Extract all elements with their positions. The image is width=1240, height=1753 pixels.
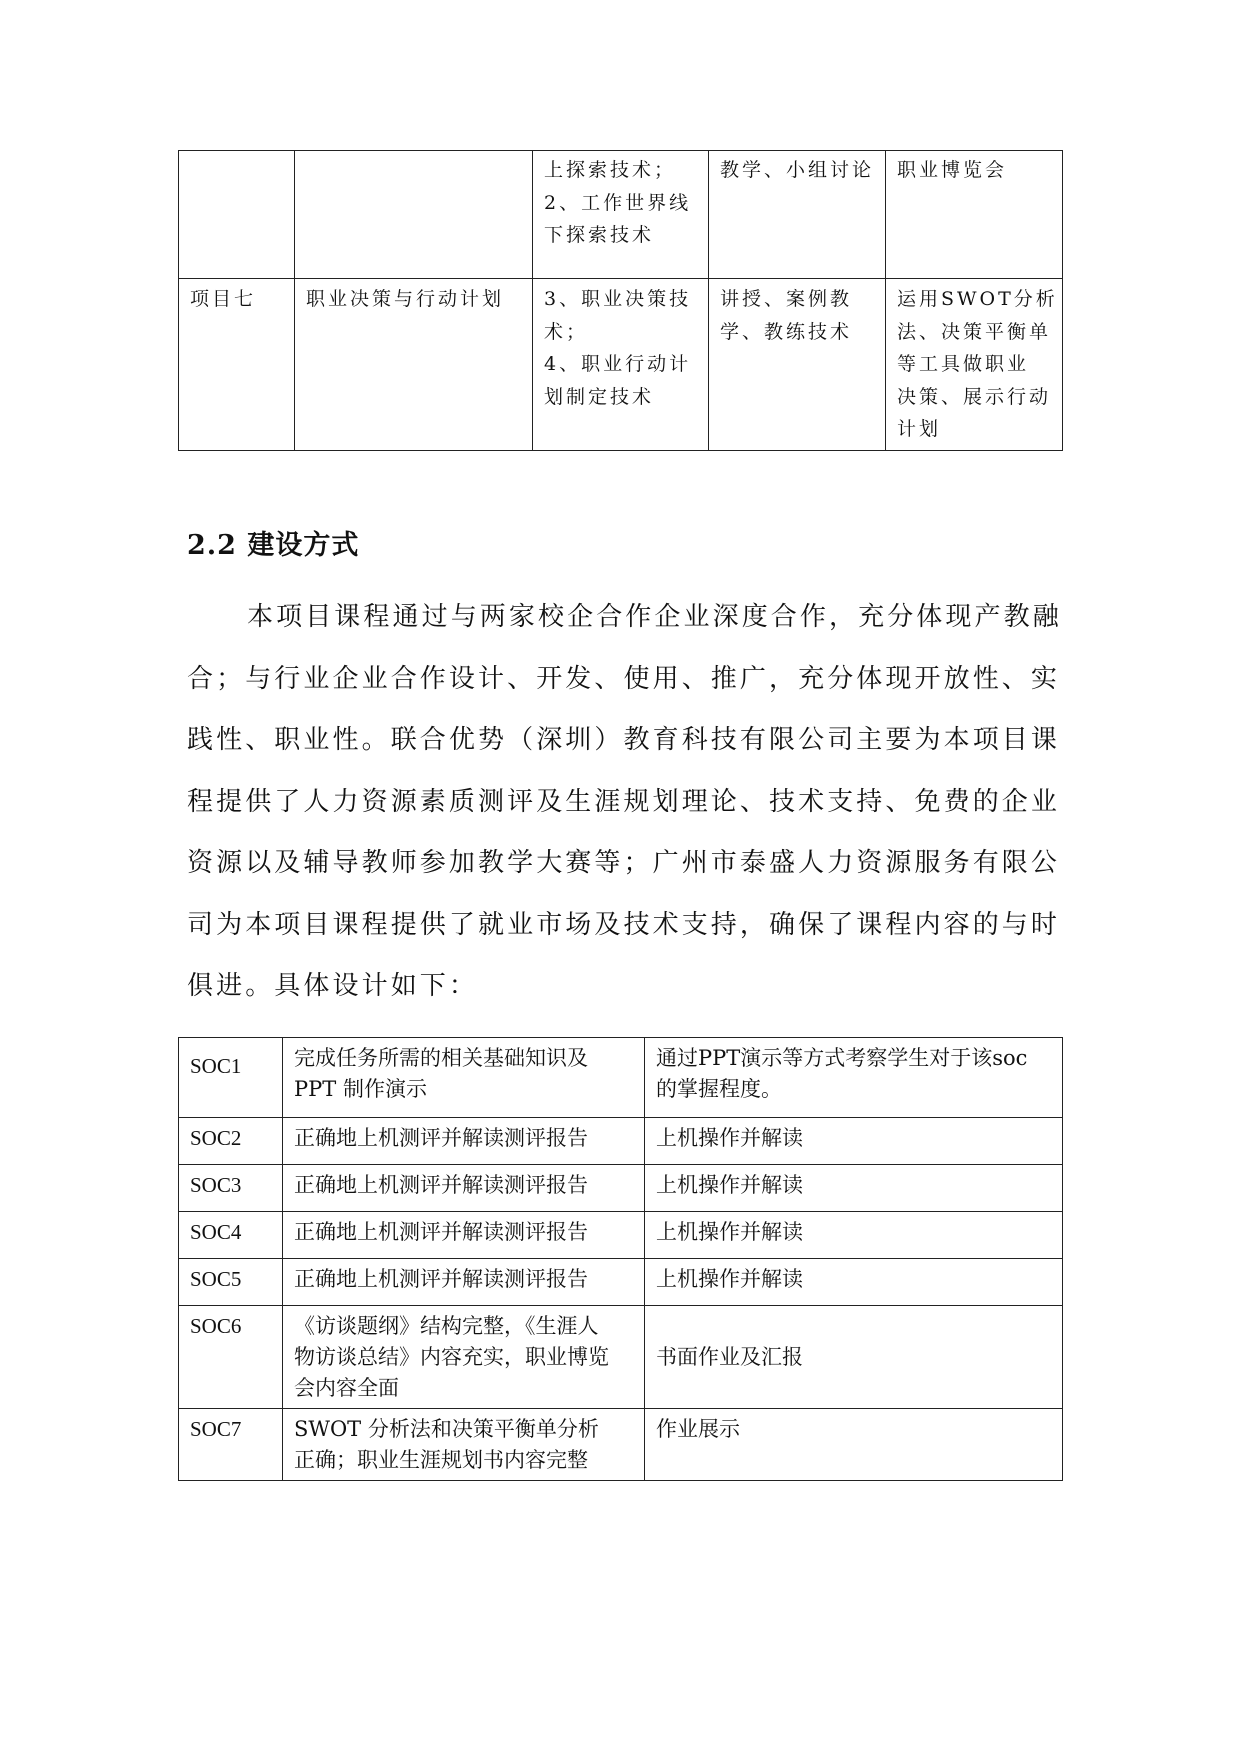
soc-code-cell: SOC5 bbox=[179, 1259, 283, 1306]
table-cell-project: 项目七 bbox=[179, 279, 295, 451]
soc-method-cell: 上机操作并解读 bbox=[645, 1165, 1063, 1212]
table-row bbox=[179, 151, 1063, 279]
soc-method-cell bbox=[645, 1038, 1063, 1118]
soc-method-cell: 上机操作并解读 bbox=[645, 1212, 1063, 1259]
table-cell-activity bbox=[886, 151, 1063, 279]
soc-content-cell: 正确地上机测评并解读测评报告 bbox=[283, 1165, 645, 1212]
course-project-table bbox=[178, 150, 1063, 451]
section-heading: 2.2 建设方式 bbox=[187, 530, 360, 561]
table-cell-activity bbox=[886, 279, 1063, 451]
cell-line: SWOT 分析法和决策平衡单分析 bbox=[294, 1417, 599, 1441]
cell-line: PPT 制作演示 bbox=[294, 1077, 427, 1101]
soc-method-cell: 上机操作并解读 bbox=[645, 1259, 1063, 1306]
cell-line: 学、教练技术 bbox=[720, 320, 853, 343]
table-row bbox=[179, 1212, 1063, 1259]
paragraph-line: 合；与行业企业合作设计、开发、使用、推广，充分体现开放性、实 bbox=[187, 663, 1061, 694]
cell-line: 4、职业行动计 bbox=[544, 353, 692, 375]
cell-line: 会内容全面 bbox=[294, 1376, 399, 1400]
table-row bbox=[179, 1165, 1063, 1212]
paragraph-line: 程提供了人力资源素质测评及生涯规划理论、技术支持、免费的企业 bbox=[187, 786, 1061, 817]
table-cell-name: 职业决策与行动计划 bbox=[295, 279, 533, 451]
cell-line: 上探索技术； bbox=[544, 159, 677, 181]
table-row bbox=[179, 1409, 1063, 1481]
soc-method-cell: 上机操作并解读 bbox=[645, 1118, 1063, 1165]
soc-method-cell: 作业展示 bbox=[645, 1409, 1063, 1481]
cell-line: 下探索技术 bbox=[544, 224, 655, 246]
table-cell-technique bbox=[533, 151, 709, 279]
soc-code-cell: SOC6 bbox=[179, 1306, 283, 1409]
soc-content-cell: 正确地上机测评并解读测评报告 bbox=[283, 1212, 645, 1259]
soc-content-cell bbox=[283, 1306, 645, 1409]
soc-content-cell: 正确地上机测评并解读测评报告 bbox=[283, 1259, 645, 1306]
cell-line: 职业博览会 bbox=[897, 159, 1008, 181]
soc-assessment-table bbox=[178, 1037, 1063, 1481]
paragraph-line: 资源以及辅导教师参加教学大赛等；广州市泰盛人力资源服务有限公 bbox=[187, 848, 1061, 878]
cell-line: 决策、展示行动 bbox=[897, 385, 1052, 408]
cell-line: 讲授、案例教 bbox=[720, 288, 853, 310]
cell-line: 2、工作世界线 bbox=[544, 191, 692, 214]
cell-line: 计划 bbox=[897, 418, 942, 440]
cell-line: 物访谈总结》内容充实，职业博览 bbox=[294, 1345, 609, 1369]
cell-line: 术； bbox=[544, 320, 589, 343]
soc-method-cell: 书面作业及汇报 bbox=[645, 1306, 1063, 1409]
cell-line: 的掌握程度。 bbox=[656, 1077, 782, 1101]
cell-line: 3、职业决策技 bbox=[544, 288, 692, 310]
soc-content-cell bbox=[283, 1409, 645, 1481]
cell-line: 划制定技术 bbox=[544, 385, 655, 408]
table-row bbox=[179, 1259, 1063, 1306]
paragraph-line: 本项目课程通过与两家校企合作企业深度合作，充分体现产教融 bbox=[247, 602, 1062, 632]
table-cell-technique bbox=[533, 279, 709, 451]
cell-line: 法、决策平衡单 bbox=[897, 320, 1052, 343]
cell-line: 教学、小组讨论 bbox=[720, 159, 875, 181]
cell-line: 通过PPT演示等方式考察学生对于该soc bbox=[656, 1046, 1028, 1070]
paragraph-line: 践性、职业性。联合优势（深圳）教育科技有限公司主要为本项目课 bbox=[187, 725, 1061, 755]
cell-line: 等工具做职业 bbox=[897, 353, 1030, 375]
table-row bbox=[179, 1306, 1063, 1409]
soc-code-cell: SOC3 bbox=[179, 1165, 283, 1212]
table-cell-teaching-method bbox=[709, 279, 886, 451]
cell-line: 《访谈题纲》结构完整，《生涯人 bbox=[294, 1314, 599, 1338]
soc-content-cell: 正确地上机测评并解读测评报告 bbox=[283, 1118, 645, 1165]
table-row bbox=[179, 1038, 1063, 1118]
table-cell-teaching-method bbox=[709, 151, 886, 279]
paragraph-line: 司为本项目课程提供了就业市场及技术支持，确保了课程内容的与时 bbox=[187, 909, 1061, 940]
soc-code-cell: SOC7 bbox=[179, 1409, 283, 1481]
soc-code-cell: SOC2 bbox=[179, 1118, 283, 1165]
table-row bbox=[179, 1118, 1063, 1165]
soc-content-cell bbox=[283, 1038, 645, 1118]
soc-code-cell: SOC1 bbox=[179, 1038, 283, 1118]
table-row bbox=[179, 279, 1063, 451]
soc-code-cell: SOC4 bbox=[179, 1212, 283, 1259]
table-cell-project bbox=[179, 151, 295, 279]
paragraph-line: 俱进。具体设计如下： bbox=[187, 971, 479, 1001]
cell-line: 运用SWOT分析 bbox=[897, 288, 1058, 310]
body-paragraph bbox=[187, 587, 1063, 1018]
cell-line: 完成任务所需的相关基础知识及 bbox=[294, 1046, 588, 1070]
table-cell-name bbox=[295, 151, 533, 279]
cell-line: 正确；职业生涯规划书内容完整 bbox=[294, 1448, 588, 1472]
